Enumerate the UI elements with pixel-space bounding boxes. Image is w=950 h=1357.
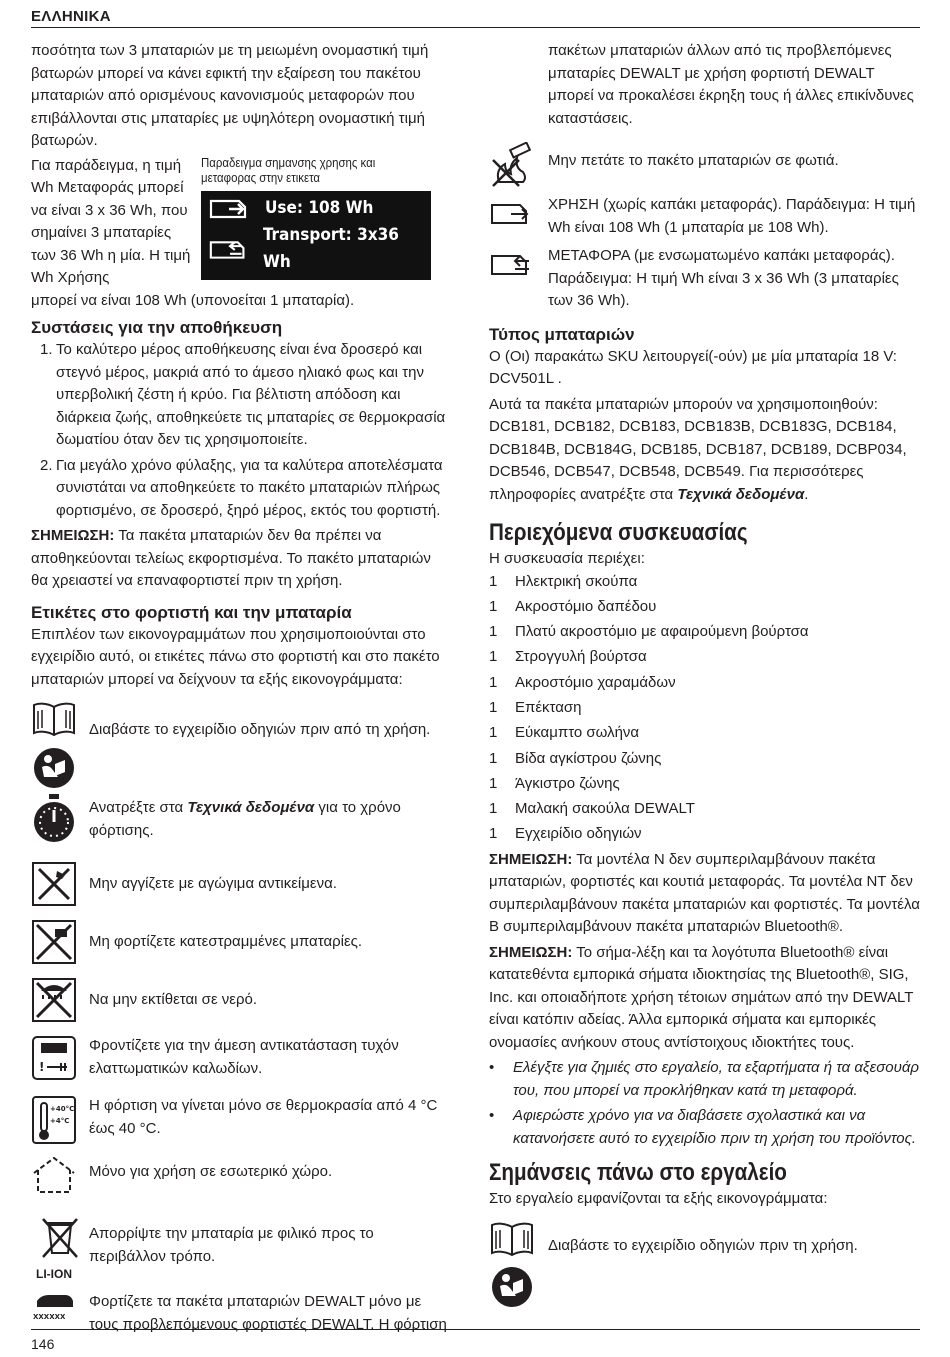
item-qty: 1: [489, 597, 498, 615]
no-fire-icon: [489, 142, 535, 188]
label-example-figure: [201, 155, 451, 290]
item-name: Εύκαμπτο σωλήνα: [515, 724, 640, 742]
intro-paragraph: ποσότητα των 3 μπαταριών με τη μειωμένη ονομαστική τιμή βατωρών μπορεί να κάνει εφικτή την εξαίρεση του πακέτου μπαταριών από ορισμένους κανονισμούς μεταφορών που επιβάλλονται στις μπαταρίες με υψηλότερη ονομαστική τιμή βατωρών.: [31, 42, 429, 149]
tech-data-link-text: Τεχνικά δεδομένα: [187, 799, 315, 816]
item-qty: 1: [489, 825, 498, 843]
item-qty: 1: [489, 572, 498, 590]
transport-battery-outline-icon: [489, 251, 535, 277]
note-text: Το σήμα-λέξη και τα λογότυπα Bluetooth® είναι κατατεθέντα εμπορικά σήματα ιδιοκτησίας της Bluetooth®, SIG, Inc. και οποιαδήποτε χρήση τέτοιων σημάτων από την DEWALT είναι κατόπιν αδείας. Άλλα εμπορικά σήματα και εμπορικές ονομασίες ανήκουν στους αντίστοιχους ιδιοκτήτες τους.: [489, 943, 914, 1051]
battery-label-box: [201, 191, 431, 280]
icon-charge-text: Φορτίζετε τα πακέτα μπαταριών DEWALT μόνο με τους προβλεπόμενους φορτιστές DEWALT. Η φόρτιση: [89, 1293, 447, 1333]
labels-heading: Ετικέτες στο φορτιστή και την μπαταρία: [31, 602, 352, 622]
icon-cords-text: Φροντίζετε για την άμεση αντικατάσταση τυχόν ελαττωματικών καλωδίων.: [89, 1037, 399, 1077]
read-manual-person-icon: [489, 1266, 535, 1308]
list-item: [489, 571, 920, 594]
charger-tag: XXXXXX: [33, 1313, 66, 1321]
icon-row-indoor: [31, 1155, 451, 1203]
icon-row-damaged: [31, 919, 451, 969]
markings-intro: Στο εργαλείο εμφανίζονται τα εξής εικονογράμματα:: [489, 1190, 828, 1208]
icon-row-water: [31, 977, 451, 1027]
icon-row-conductive: [31, 861, 451, 911]
item-name: Επέκταση: [515, 698, 582, 716]
open-book-icon: [31, 701, 77, 739]
list-text: Για μεγάλο χρόνο φύλαξης, για τα καλύτερα αποτελέσματα συνιστάται να αποθηκεύετε το πακέτο μπαταριών πλήρως φορτισμένο, σε δροσερό, ξηρό μέρος, εκτός του φορτιστή.: [56, 456, 443, 519]
list-item: [489, 646, 920, 669]
list-item: [489, 722, 920, 745]
battery-type-p2: [489, 394, 920, 507]
battery-p2-end: .: [804, 485, 809, 503]
package-intro: Η συσκευασία περιέχει:: [489, 550, 645, 567]
icon-row-charge-time: [31, 793, 451, 853]
icon-water-text: Να μην εκτίθεται σε νερό.: [89, 991, 258, 1008]
page-footer: [31, 1329, 920, 1352]
list-item: [489, 773, 920, 796]
icon-time-text: [89, 793, 451, 842]
read-manual-icons: [31, 701, 89, 796]
list-item: [489, 697, 920, 720]
battery-p2-text: Αυτά τα πακέτα μπαταριών μπορούν να χρησιμοποιηθούν: DCB181, DCB182, DCB183, DCB183B, DCB183G, DCB184, DCB184B, DCB184G, DCB185, DCB187, DCB189, DCBP034, DCB546, DCB547, DCB548, DCB549. Για περισσότερες πληροφορίες ανατρέξτε στα: [489, 395, 907, 503]
crossed-bin-icon: [37, 1215, 83, 1259]
item-name: Ηλεκτρική σκούπα: [515, 572, 638, 590]
item-qty: 1: [489, 698, 498, 716]
storage-heading: Συστάσεις για την αποθήκευση: [31, 318, 283, 337]
thermometer-icon: [31, 1095, 77, 1145]
battery-type-p1: Ο (Οι) παρακάτω SKU λειτουργεί(-ούν) με μία μπαταρία 18 V: DCV501L .: [489, 347, 897, 387]
svg-text:!: !: [39, 1060, 45, 1074]
label-example-text: Για παράδειγμα, η τιμή Wh Μεταφοράς μπορεί να είναι 3 x 36 Wh, που σημαίνει 3 μπαταρίες των 36 Wh η μία. Η τιμή Wh Χρήσης: [31, 156, 191, 286]
page-header-language: ΕΛΛΗΝΙΚΑ: [31, 8, 920, 28]
item-qty: 1: [489, 774, 498, 792]
check-bullets: [489, 1057, 920, 1150]
icon-time-post: για το χρόνο φόρτισης.: [89, 799, 401, 839]
label-example-block: [31, 155, 451, 290]
icon-conductive-text: Μην αγγίζετε με αγώγιμα αντικείμενα.: [89, 875, 337, 892]
icon-row-temperature: [31, 1095, 451, 1147]
icon-temp-text: Η φόρτιση να γίνεται μόνο σε θερμοκρασία από 4 °C έως 40 °C.: [89, 1097, 438, 1137]
icon-row-transport: [489, 245, 920, 313]
package-note-1: [489, 849, 920, 939]
list-item: [489, 748, 920, 771]
battery-type-heading: Τύπος μπαταριών: [489, 324, 635, 344]
markings-read-text: Διαβάστε το εγχειρίδιο οδηγιών πριν τη χρήση.: [548, 1236, 858, 1254]
list-number: 1.: [40, 341, 53, 358]
use-battery-outline-icon: [489, 200, 535, 226]
item-name: Εγχειρίδιο οδηγιών: [515, 825, 642, 843]
label-transport-text: Transport: 3x36 Wh: [262, 224, 399, 272]
temp-low-label: +4°C: [50, 1117, 70, 1125]
icon-row-dispose: [31, 1215, 451, 1281]
read-manual-person-icon: [31, 747, 77, 789]
tech-data-link-text: Τεχνικά δεδομένα: [677, 485, 805, 503]
page-number: 146: [31, 1336, 55, 1352]
label-use-text: Use: 108 Wh: [265, 197, 374, 218]
list-item: [489, 672, 920, 695]
list-item: [489, 596, 920, 619]
package-note-2: [489, 942, 920, 1055]
charger-icon: [31, 1291, 77, 1321]
icon-damaged-text: Μη φορτίζετε κατεστραμμένες μπαταρίες.: [89, 933, 363, 950]
list-item: [31, 455, 451, 523]
note-text: Τα μοντέλα N δεν συμπεριλαμβάνουν πακέτα μπαταριών, φορτιστές και κουτιά μεταφοράς. Τα μοντέλα NT δεν συμπεριλαμβάνουν πακέτα μπαταριών και φορτιστές. Τα μοντέλα B συμπεριλαμβάνουν πακέτα μπαταριών Bluetooth®.: [489, 850, 920, 936]
transport-battery-icon: [207, 237, 255, 261]
list-text: Το καλύτερο μέρος αποθήκευσης είναι ένα δροσερό και στεγνό μέρος, μακριά από το άμεσο ηλιακό φως και την υπερβολική ζέστη ή κρύο. Για βέλτιστη απόδοση και διάρκεια ζωής, αποθηκεύετε τις μπαταρίες σε θερμοκρασία δωματίου όταν δεν τις χρησιμοποιείτε.: [56, 341, 446, 448]
item-name: Μαλακή σακούλα DEWALT: [515, 800, 695, 818]
item-name: Ακροστόμιο δαπέδου: [515, 597, 657, 615]
labels-intro: Επιπλέον των εικονογραμμάτων που χρησιμοποιούνται στο εγχειρίδιο αυτό, οι ετικέτες πάνω στο φορτιστή και στο πακέτο μπαταριών μπορεί να δείχνουν τα εξής εικονογράμματα:: [31, 625, 440, 688]
note-label: ΣΗΜΕΙΩΣΗ:: [489, 943, 573, 961]
list-item: [489, 621, 920, 644]
no-conductive-objects-icon: [31, 861, 77, 907]
item-name: Στρογγυλή βούρτσα: [515, 648, 647, 666]
open-book-icon: [489, 1221, 535, 1259]
item-qty: 1: [489, 673, 498, 691]
list-item: [31, 339, 451, 452]
stopwatch-icon: [31, 793, 77, 845]
note-label: ΣΗΜΕΙΩΣΗ:: [31, 527, 115, 544]
icon-dispose-text: Απορρίψτε την μπαταρία με φιλικό προς το περιβάλλον τρόπο.: [89, 1225, 374, 1265]
list-item: • Αφιερώστε χρόνο για να διαβάσετε σχολαστικά και να κατανοήσετε αυτό το εγχειρίδιο πριν τη χρήση του προϊόντος.: [489, 1105, 920, 1150]
item-name: Πλατύ ακροστόμιο με αφαιρούμενη βούρτσα: [515, 623, 809, 641]
item-name: Ακροστόμιο χαραμάδων: [515, 673, 676, 691]
package-heading: Περιεχόμενα συσκευασίας: [489, 519, 748, 546]
item-qty: 1: [489, 749, 498, 767]
icon-row-cords: [31, 1035, 451, 1087]
icon-indoor-text: Μόνο για χρήση σε εσωτερικό χώρο.: [89, 1163, 333, 1180]
label-example-tail: μπορεί να είναι 108 Wh (υπονοείται 1 μπαταρία).: [31, 291, 355, 309]
item-qty: 1: [489, 724, 498, 742]
package-list: [489, 571, 920, 846]
storage-list: [31, 339, 451, 522]
icon-row-read-manual: [31, 701, 451, 783]
no-damaged-battery-icon: [31, 919, 77, 965]
no-water-icon: [31, 977, 77, 1023]
markings-heading: Σημάνσεις πάνω στο εργαλείο: [489, 1159, 787, 1187]
icon-time-pre: Ανατρέξτε στα: [89, 799, 188, 816]
list-number: 2.: [40, 456, 53, 474]
item-qty: 1: [489, 623, 498, 641]
right-column: [489, 40, 920, 1316]
item-qty: 1: [489, 648, 498, 666]
icon-read-text: Διαβάστε το εγχειρίδιο οδηγιών πριν από τη χρήση.: [89, 721, 431, 738]
icon-row-use: [489, 194, 920, 239]
icon-row-fire: [489, 142, 920, 188]
continued-paragraph: πακέτων μπαταριών άλλων από τις προβλεπόμενες μπαταρίες DEWALT με χρήση φορτιστή DEWALT μπορεί να προκαλέσει έκρηξη τους ή άλλες επικίνδυνες καταστάσεις.: [548, 42, 914, 127]
li-ion-tag: LI-ION: [36, 1266, 72, 1281]
use-battery-icon: [207, 196, 257, 220]
item-name: Βίδα αγκίστρου ζώνης: [515, 749, 662, 767]
storage-note: [31, 525, 451, 593]
icon-use-text: ΧΡΗΣΗ (χωρίς καπάκι μεταφοράς). Παράδειγμα: Η τιμή Wh είναι 108 Wh (1 μπαταρία με 108 Wh).: [548, 196, 916, 236]
label-example-caption: Παραδειγμα σημανσης χρησης και μεταφορας στην ετικετα: [201, 154, 376, 185]
list-item: • Ελέγξτε για ζημιές στο εργαλείο, τα εξαρτήματα ή τα αξεσουάρ του, που μπορεί να προκλήθηκαν κατά τη μεταφορά.: [489, 1057, 920, 1102]
note-label: ΣΗΜΕΙΩΣΗ:: [489, 850, 573, 868]
defective-cord-icon: [31, 1035, 77, 1081]
note-text: Τα πακέτα μπαταριών δεν θα πρέπει να αποθηκεύονται τελείως εκφορτισμένα. Το πακέτο μπαταριών θα χρειαστεί να επαναφορτιστεί πριν τη χρήση.: [31, 527, 431, 589]
left-column: [31, 40, 451, 1336]
icon-fire-text: Μην πετάτε το πακέτο μπαταριών σε φωτιά.: [548, 152, 839, 169]
item-name: Άγκιστρο ζώνης: [515, 774, 620, 792]
list-item: [489, 823, 920, 846]
temp-high-label: +40°C: [50, 1105, 75, 1113]
list-item: [489, 798, 920, 821]
icon-row-markings-read: [489, 1221, 920, 1316]
indoor-house-icon: [31, 1155, 77, 1195]
item-qty: 1: [489, 800, 498, 818]
icon-transport-text: ΜΕΤΑΦΟΡΑ (με ενσωματωμένο καπάκι μεταφοράς). Παράδειγμα: Η τιμή Wh είναι 3 x 36 Wh (3 μπαταρίες των 36 Wh).: [548, 247, 899, 309]
